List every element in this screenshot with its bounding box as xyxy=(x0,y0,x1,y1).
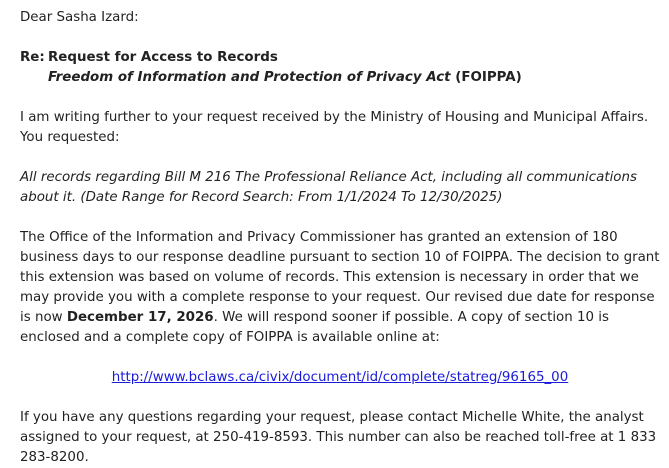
foippa-link[interactable]: http://www.bclaws.ca/civix/document/id/complete/statreg/96165_00 xyxy=(111,370,569,385)
act-name: Freedom of Information and Protection of Privacy Act xyxy=(48,70,451,85)
intro-paragraph: I am writing further to your request received by the Ministry of Housing and Municipal Affairs. You requested: xyxy=(20,110,649,145)
extension-text-after: . We will respond sooner if possible. A copy of section 10 is enclosed and a complete copy of FOIPPA is available online at: xyxy=(20,310,609,345)
extension-text-before: The Office of the Information and Privacy Commissioner has granted an extension of 180 business days to our response deadline pursuant to section 10 of FOIPPA. The decision to grant this extension was based on volume of records. This extension is necessary in order that we may provide you with a complete response to your request. Our revised due date for response is now xyxy=(20,230,660,325)
re-subject: Request for Access to Records xyxy=(48,50,278,65)
act-abbrev: (FOIPPA) xyxy=(455,70,522,85)
link-row xyxy=(20,368,660,388)
re-block xyxy=(20,48,660,88)
re-prefix: Re: xyxy=(20,50,45,65)
extension-paragraph xyxy=(20,228,660,348)
contact-paragraph: If you have any questions regarding your request, please contact Michelle White, the analyst assigned to your request, at 250-419-8593. This number can also be reached toll-free at 1 833 283-8200. xyxy=(20,410,657,465)
letter-body xyxy=(20,8,660,468)
request-text: All records regarding Bill M 216 The Professional Reliance Act, including all communications about it. (Date Range for Record Search: From 1/1/2024 To 12/30/2025) xyxy=(20,170,637,205)
salutation: Dear Sasha Izard: xyxy=(20,10,139,25)
due-date: December 17, 2026 xyxy=(66,310,214,325)
re-act-line xyxy=(20,68,660,88)
re-line xyxy=(20,48,660,68)
